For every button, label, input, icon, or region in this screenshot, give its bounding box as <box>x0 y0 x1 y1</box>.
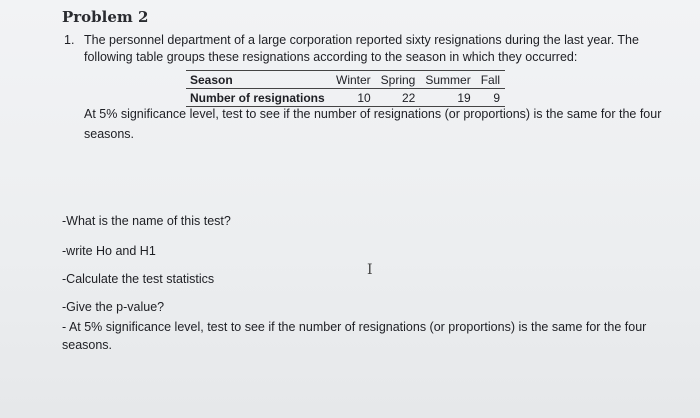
count-cell: 22 <box>376 89 421 107</box>
count-cell: 19 <box>420 89 475 107</box>
count-cell: 9 <box>476 89 505 107</box>
question-test-statistic: -Calculate the test statistics <box>62 272 215 286</box>
season-cell: Winter <box>331 71 376 89</box>
row-label-count: Number of resignations <box>186 89 331 107</box>
season-cell: Fall <box>476 71 505 89</box>
season-cell: Summer <box>420 71 475 89</box>
resignations-table <box>186 70 505 107</box>
season-cell: Spring <box>376 71 421 89</box>
count-cell: 10 <box>331 89 376 107</box>
problem-title: Problem 2 <box>62 8 149 26</box>
question-p-value: -Give the p-value? <box>62 300 165 314</box>
row-label-season: Season <box>186 71 331 89</box>
question-number: 1. <box>64 33 75 47</box>
task-statement: At 5% significance level, test to see if the number of resignations (or proportions) is the same for the four seasons. <box>84 107 662 141</box>
table-row-season <box>186 71 505 89</box>
question-conclusion: - At 5% significance level, test to see if the number of resignations (or proportions) is the same for the four seasons. <box>62 320 647 352</box>
question-intro: The personnel department of a large corporation reported sixty resignations during the last year. The following table groups these resignations according to the season in which they occurred: <box>84 33 639 64</box>
question-test-name: -What is the name of this test? <box>62 214 231 228</box>
question-hypotheses: -write Ho and H1 <box>62 244 156 258</box>
text-cursor-icon: I <box>367 262 373 278</box>
